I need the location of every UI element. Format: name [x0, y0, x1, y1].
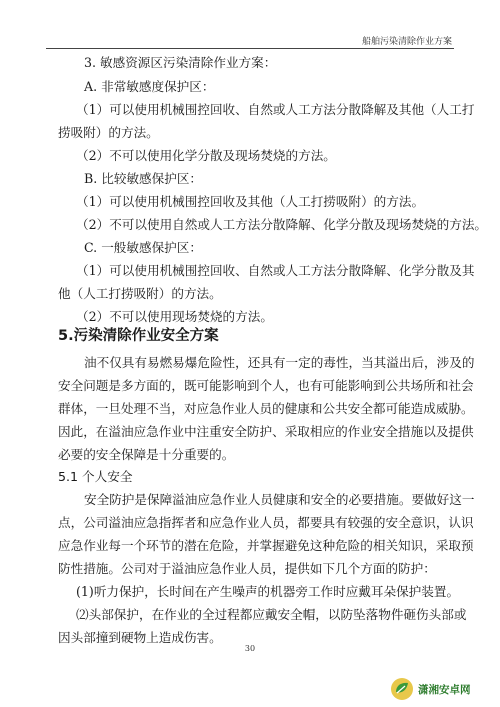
paragraph-line: ⑵头部保护，在作业的全过程都应戴安全帽，以防坠落物件砸伤头部或	[76, 607, 467, 622]
text-line: （1）可以使用机械围控回收、自然或人工方法分散降解、化学分散及其	[76, 263, 475, 278]
text-line: （1）可以使用机械围控回收、自然或人工方法分散降解及其他（人工打	[76, 102, 475, 117]
page-number: 30	[244, 644, 256, 653]
text-line: 他（人工打捞吸附）的方法。	[58, 286, 222, 301]
paragraph-line: 群体，一旦处理不当，对应急作业人员的健康和公共安全都可能造成威胁。	[58, 401, 474, 416]
paragraph-line: 因头部撞到硬物上造成伤害。	[58, 630, 222, 645]
header-rule	[46, 48, 454, 49]
paragraph-line: 应急作业每一个环节的潜在危险，并掌握避免这种危险的相关知识，采取预	[58, 538, 474, 553]
text-line: 3. 敏感资源区污染清除作业方案：	[84, 55, 277, 70]
text-line: A. 非常敏感度保护区：	[84, 79, 215, 94]
paragraph-line: 防性措施。公司对于溢油应急作业人员，提供如下几个方面的防护：	[58, 561, 436, 576]
running-header: 船舶污染清除作业方案	[361, 37, 452, 47]
text-line: （2）不可以使用现场焚烧的方法。	[76, 309, 273, 324]
leaf-logo-icon	[390, 677, 414, 701]
paragraph-line: (1)听力保护，长时间在产生噪声的机器旁工作时应戴耳朵保护装置。	[76, 584, 460, 599]
paragraph-line: 安全问题是多方面的，既可能影响到个人，也有可能影响到公共场所和社会	[58, 378, 474, 393]
section-heading: 5.污染清除作业安全方案	[58, 328, 219, 344]
paragraph-line: 油不仅具有易燃易爆危险性，还具有一定的毒性，当其溢出后，涉及的	[84, 355, 475, 370]
text-line: （1）可以使用机械围控回收及其他（人工打捞吸附）的方法。	[76, 194, 425, 209]
paragraph-line: 安全防护是保障溢油应急作业人员健康和安全的必要措施。要做好这一	[84, 492, 475, 507]
watermark-text: 潇湘安卓网	[418, 683, 471, 696]
text-line: （2）不可以使用化学分散及现场焚烧的方法。	[76, 148, 336, 163]
text-line: （2）不可以使用自然或人工方法分散降解、化学分散及现场焚烧的方法。	[76, 217, 488, 232]
subsection-heading: 5.1 个人安全	[58, 469, 133, 484]
text-line: B. 比较敏感保护区：	[84, 171, 203, 186]
paragraph-line: 点，公司溢油应急指挥者和应急作业人员，都要具有较强的安全意识，认识	[58, 515, 474, 530]
paragraph-line: 因此，在溢油应急作业中注重安全防护、采取相应的作业安全措施以及提供	[58, 424, 474, 439]
watermark	[390, 676, 498, 702]
text-line: 捞吸附）的方法。	[58, 125, 159, 140]
paragraph-line: 必要的安全保障是十分重要的。	[58, 447, 235, 462]
text-line: C. 一般敏感保护区：	[84, 240, 202, 255]
